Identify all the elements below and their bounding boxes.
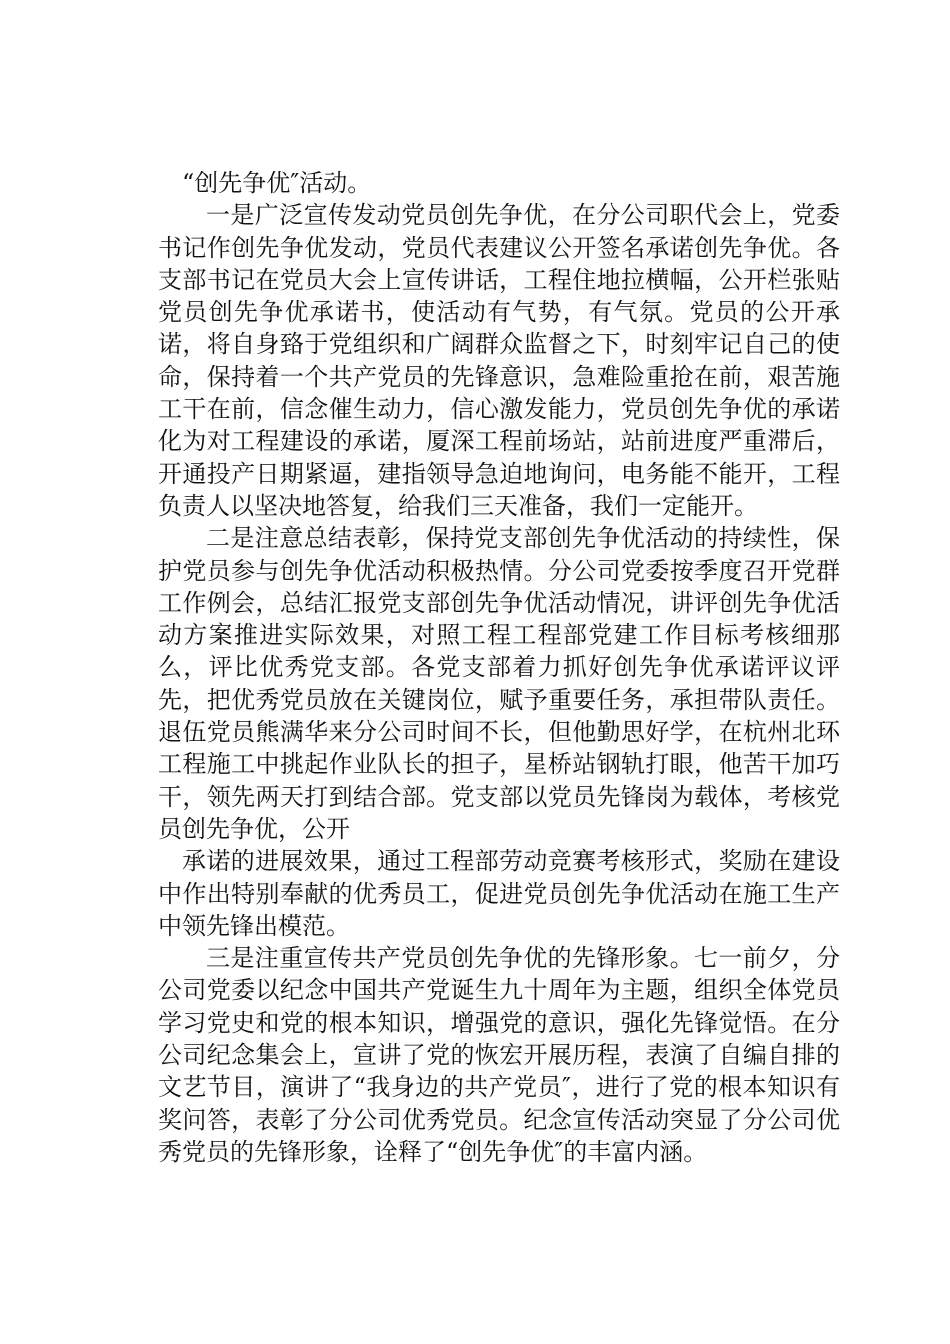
paragraph-commendation: 二是注意总结表彰，保持党支部创先争优活动的持续性，保护党员参与创先争优活动积极热情。分公司党委按季度召开党群工作例会，总结汇报党支部创先争优活动情况，讲评创先争优活动方案推进实际效果，对照工程工程部党建工作目标考核细那么，评比优秀党支部。各党支部着力抓好创先争优承诺评议评先，把优秀党员放在关键岗位，赋予重要任务，承担带队责任。退伍党员熊满华来分公司时间不长，但他勤思好学，在杭州北环工程施工中挑起作业队长的担子，星桥站钢轨打眼，他苦干加巧干，领先两天打到结合部。党支部以党员先锋岗为载体，考核党员创先争优，公开	[158, 524, 840, 843]
paragraph-vanguard-image: 三是注重宣传共产党员创先争优的先锋形象。七一前夕，分公司党委以纪念中国共产党诞生九十周年为主题，组织全体党员学习党史和党的根本知识，增强党的意识，强化先锋觉悟。在分公司纪念集会上，宣讲了党的恢宏开展历程，表演了自编自排的文艺节目，演讲了“我身边的共产党员″，进行了党的根本知识有奖问答，表彰了分公司优秀党员。纪念宣传活动突显了分公司优秀党员的先锋形象，诠释了“创先争优″的丰富内涵。	[158, 944, 840, 1166]
document-body	[158, 167, 840, 1168]
paragraph-commitment-results: 承诺的进展效果，通过工程部劳动竞赛考核形式，奖励在建设中作出特别奉献的优秀员工，促进党员创先争优活动在施工生产中领先锋出模范。	[158, 847, 840, 940]
paragraph-activity-title: “创先争优″活动。	[182, 169, 372, 197]
paragraph-publicity: 一是广泛宣传发动党员创先争优，在分公司职代会上，党委书记作创先争优发动，党员代表建议公开签名承诺创先争优。各支部书记在党员大会上宣传讲话，工程住地拉横幅，公开栏张贴党员创先争优承诺书，使活动有气势，有气氛。党员的公开承诺，将自身臵于党组织和广阔群众监督之下，时刻牢记自己的使命，保持着一个共产党员的先锋意识，急难险重抢在前，艰苦施工干在前，信念催生动力，信心激发能力，党员创先争优的承诺化为对工程建设的承诺，厦深工程前场站，站前进度严重滞后，开通投产日期紧逼，建指领导急迫地询问，电务能不能开，工程负责人以坚决地答复，给我们三天准备，我们一定能开。	[158, 201, 840, 520]
